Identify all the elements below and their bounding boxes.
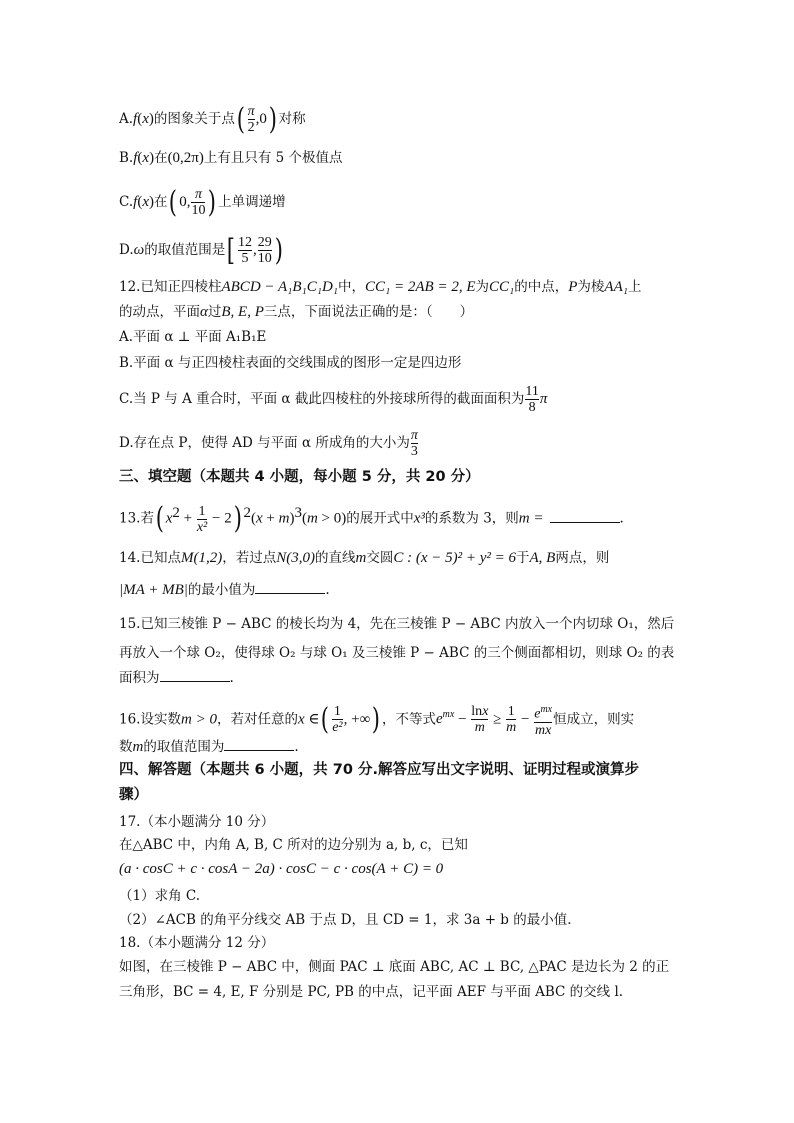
q12-option-c: C.当 P 与 A 重合时，平面 α 截此四棱柱的外接球所得的截面面积为 $\frac{11}{8}$ π [119, 384, 548, 415]
q16-answer-blank[interactable] [224, 738, 294, 751]
fraction-lnx-over-m: $\frac{\ln x}{m}$ [471, 704, 489, 736]
q15-line3: 面积为 . [119, 670, 234, 686]
q15-line2: 再放入一个球 O₂，使得球 O₂ 与球 O₁ 及三棱锥 P − ABC 的三个侧面都相切，则球 O₂ 的表 [119, 645, 675, 661]
q12-option-b: B.平面 α 与正四棱柱表面的交线围成的图形一定是四边形 [119, 355, 462, 371]
q18-heading: 18.（本小题满分 12 分） [119, 935, 275, 951]
q17-heading: 17.（本小题满分 10 分） [119, 814, 275, 830]
fraction-12-5: $\frac{12}{5}$ [237, 235, 252, 266]
q15-answer-blank[interactable] [160, 669, 230, 682]
q12-line1: 12.已知正四棱柱ABCD − A₁B₁C₁D₁中，CC₁ = 2AB = 2, E为CC₁的中点，P为棱AA₁上 [119, 279, 642, 295]
q18-line2: 三角形，BC = 4, E, F 分别是 PC, PB 的中点，记平面 AEF 与平面 ABC 的交线 l. [119, 984, 624, 1000]
q17-equation: (a · cosC + c · cosA − 2a) · cosC − c · cos(A + C) = 0 [119, 861, 444, 877]
q14-line1: 14.已知点M(1,2)，若过点N(3,0)的直线m交圆C : (x − 5)² + y² = 6于A, B两点，则 [119, 550, 610, 566]
q16-line2: 数m的取值范围为 . [119, 739, 299, 755]
fraction-emx-over-mx: $\frac{e^{mx}}{mx}$ [534, 704, 553, 738]
fraction-29-10: $\frac{29}{10}$ [257, 235, 272, 266]
q14-answer-blank[interactable] [255, 581, 325, 594]
section-4-heading-cont: 骤） [119, 787, 148, 803]
q13-answer-blank[interactable] [550, 510, 620, 523]
option-c: C.f(x)在( 0, $\frac{\pi}{10}$ ) 上单调递增 [119, 184, 286, 220]
fraction-1-over-e2: $\frac{1}{\text{e²}}$ [332, 704, 343, 736]
q18-line1: 如图，在三棱锥 P − ABC 中，侧面 PAC ⊥ 底面 ABC, AC ⊥ BC, △PAC 是边长为 2 的正 [119, 959, 670, 975]
q17-part2: （2）∠ACB 的角平分线交 AB 于点 D，且 CD = 1，求 3a + b 的最小值. [119, 912, 572, 928]
fraction-pi-over-3: $\frac{\pi}{3}$ [410, 428, 418, 459]
q17-part1: （1）求角 C. [119, 888, 201, 904]
q16-line1: 16.设实数m > 0，若对任意的x ∈( $\frac{1}{\text{e²}}$ , +∞) ，不等式$e^{mx}$ − $\frac{\ln x}{m}$ ≥ $\frac{1}{m}$ − $\frac{e^{mx}}{mx}$ 恒成立，则实 [119, 701, 635, 738]
q12-option-d: D.存在点 P，使得 AD 与平面 α 所成角的大小为 $\frac{\pi}{3}$ [119, 428, 418, 459]
q12-option-a: A.平面 α ⊥ 平面 A₁B₁E [119, 329, 267, 345]
section-3-heading: 三、填空题（本题共 4 小题，每小题 5 分，共 20 分） [119, 469, 480, 485]
q12-line2: 的动点，平面α过B, E, P三点，下面说法正确的是：（ ） [119, 304, 474, 320]
option-d: D.ω的取值范围是[ $\frac{12}{5}$ , $\frac{29}{10}$ ) [119, 232, 283, 268]
option-a: A.f(x)的图象关于点( $\frac{\pi}{2}$ ,0) 对称 [119, 101, 306, 137]
section-4-heading: 四、解答题（本题共 6 小题，共 70 分.解答应写出文字说明、证明过程或演算步 [119, 762, 639, 778]
q17-line1: 在△ABC 中，内角 A, B, C 所对的边分别为 a, b, c，已知 [119, 837, 468, 853]
q14-line2: |MA + MB|的最小值为 . [119, 582, 330, 598]
q15-line1: 15.已知三棱锥 P − ABC 的棱长均为 4，先在三棱锥 P − ABC 内放入一个内切球 O₁，然后 [119, 616, 675, 632]
fraction-11-8: $\frac{11}{8}$ [525, 384, 539, 415]
fraction-pi-over-2: $\frac{\pi}{2}$ [247, 104, 255, 135]
fraction-pi-over-10: $\frac{\pi}{10}$ [191, 187, 206, 218]
q13: 13.若( $x^2$ + $\frac{1}{\text{x²}}$ − 2) $^2(x + m)^3(m > 0)$的展开式中x³的系数为 3，则m = . [119, 501, 624, 536]
fraction-1-over-m: $\frac{1}{m}$ [506, 704, 517, 736]
option-b: B.f(x)在(0,2π)上有且只有 5 个极值点 [119, 150, 343, 166]
fraction-1-over-x2: $\frac{1}{\text{x²}}$ [196, 503, 208, 535]
